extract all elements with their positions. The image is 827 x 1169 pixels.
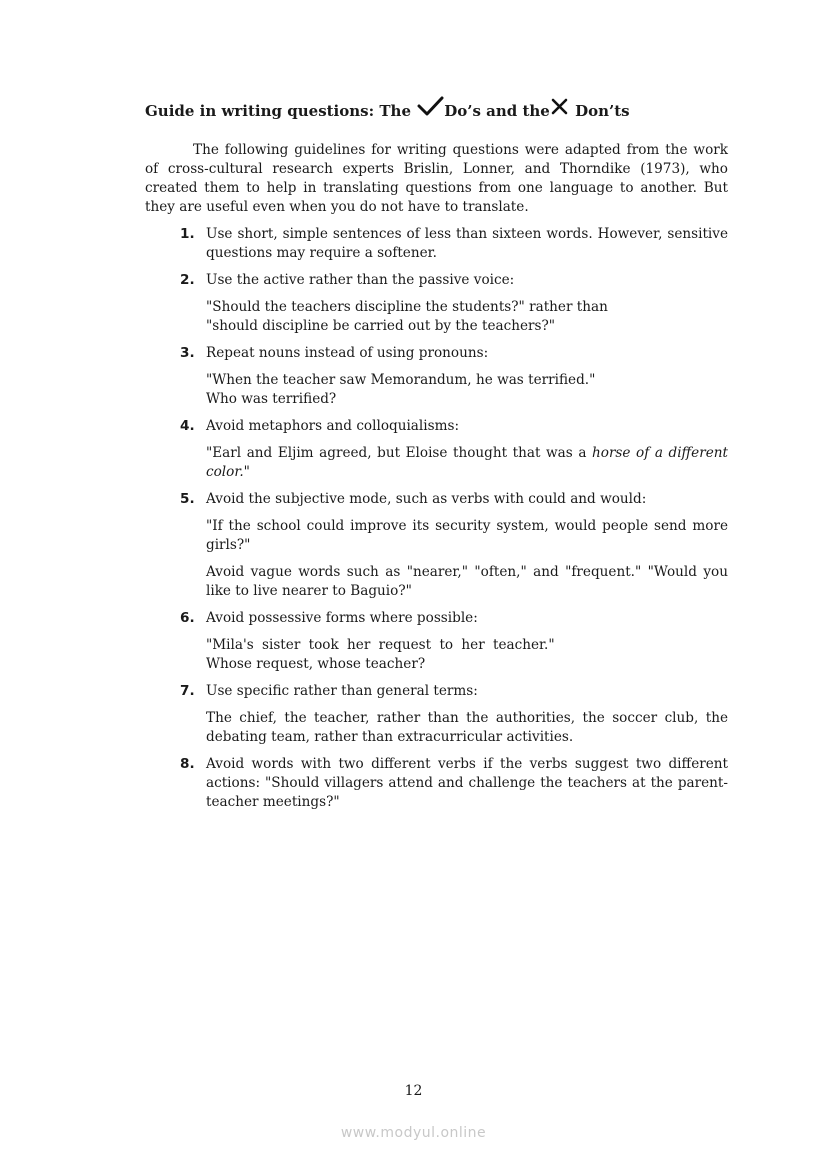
- item-example: [206, 298, 728, 336]
- guideline-list: [0, 225, 827, 820]
- item-number: 8.: [180, 756, 195, 772]
- list-item: [0, 271, 827, 336]
- list-item: [0, 609, 827, 674]
- item-example: [206, 444, 728, 482]
- item-text: Avoid words with two different verbs if the verbs suggest two different actions: "Should villagers attend and challenge the teachers at the parent-teacher meetings?": [206, 756, 728, 810]
- item-number: 5.: [180, 491, 195, 507]
- example-line: "Should the teachers discipline the students?" rather than: [206, 299, 608, 315]
- item-example: [206, 371, 728, 409]
- example-line: "When the teacher saw Memorandum, he was terrified.": [206, 372, 596, 388]
- item-number: 7.: [180, 683, 195, 699]
- item-example: The chief, the teacher, rather than the authorities, the soccer club, the debating team, rather than extracurricular activities.: [206, 710, 728, 745]
- item-text: Repeat nouns instead of using pronouns:: [206, 345, 489, 361]
- item-number: 2.: [180, 272, 195, 288]
- item-text: Use the active rather than the passive voice:: [206, 272, 515, 288]
- title-part-1: Guide in writing questions: The: [145, 102, 417, 120]
- example-line: Who was terrified?: [206, 391, 337, 407]
- list-item: [0, 682, 827, 747]
- title-part-3: Don’ts: [569, 102, 630, 120]
- list-item: [0, 490, 827, 601]
- item-example: [206, 636, 728, 674]
- item-text: Use short, simple sentences of less than sixteen words. However, sensitive questions may require a softener.: [206, 226, 728, 261]
- example-line: "Mila's sister took her request to her teacher.": [206, 637, 555, 653]
- title-part-2: Do’s and the: [444, 102, 550, 120]
- checkmark-icon: [416, 96, 444, 118]
- item-text: Avoid possessive forms where possible:: [206, 610, 478, 626]
- list-item: [0, 755, 827, 812]
- item-text: Use specific rather than general terms:: [206, 683, 478, 699]
- item-example: "If the school could improve its security system, would people send more girls?": [206, 518, 728, 553]
- list-item: [0, 225, 827, 263]
- watermark: www.modyul.online: [340, 1125, 487, 1141]
- list-item: [0, 344, 827, 409]
- item-number: 4.: [180, 418, 195, 434]
- item-example: Avoid vague words such as "nearer," "often," and "frequent." "Would you like to live nearer to Baguio?": [206, 564, 728, 599]
- cross-icon: [550, 98, 570, 116]
- item-number: 6.: [180, 610, 195, 626]
- page-number: 12: [404, 1083, 423, 1099]
- list-item: [0, 417, 827, 482]
- item-number: 1.: [180, 226, 195, 242]
- item-text: Avoid the subjective mode, such as verbs with could and would:: [206, 491, 647, 507]
- example-line: "should discipline be carried out by the teachers?": [206, 318, 556, 334]
- item-text: Avoid metaphors and colloquialisms:: [206, 418, 460, 434]
- intro-paragraph: The following guidelines for writing questions were adapted from the work of cross-cultural research experts Brislin, Lonner, and Thorndike (1973), who created them to help in translating questions from one language to another. But they are useful even when you do not have to translate.: [145, 142, 728, 215]
- item-number: 3.: [180, 345, 195, 361]
- example-italic-text: horse of a different color.: [206, 445, 728, 480]
- page-title: [145, 100, 745, 122]
- example-closing-quote: ": [243, 464, 250, 480]
- example-line: Whose request, whose teacher?: [206, 656, 426, 672]
- example-text: "Earl and Eljim agreed, but Eloise thought that was a: [206, 445, 592, 461]
